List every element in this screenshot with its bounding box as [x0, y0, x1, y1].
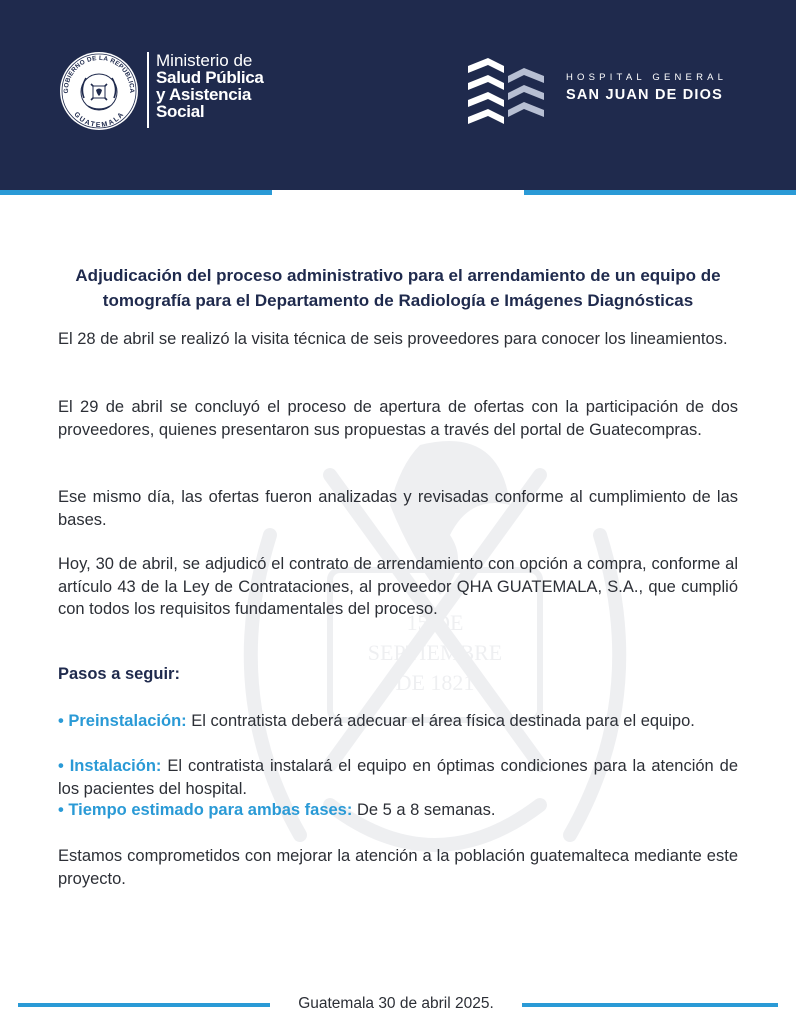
bullet-icon: • — [58, 801, 64, 819]
seal-ring-text-bottom: GUATEMALA — [72, 111, 126, 130]
paragraph-4: Hoy, 30 de abril, se adjudicó el contrato de arrendamiento con opción a compra, conforme al artículo 43 de la Ley de Contrataciones, al proveedor QHA GUATEMALA, S.A., que cumplió con todos los requisitos fundamentales del proceso. — [58, 555, 738, 618]
header-accent-left — [0, 190, 272, 195]
steps-heading: Pasos a seguir: — [58, 665, 180, 683]
paragraph-3: Ese mismo día, las ofertas fueron analizadas y revisadas conforme al cumplimiento de las bases. — [58, 488, 738, 529]
page-header — [0, 0, 796, 190]
paragraph-2: El 29 de abril se concluyó el proceso de apertura de ofertas con la participación de dos proveedores, quienes presentaron sus propuestas a través del portal de Guatecompras. — [58, 398, 738, 439]
ministry-line-3: y Asistencia — [156, 85, 251, 104]
step-item — [58, 710, 738, 733]
step-text: El contratista deberá adecuar el área física destinada para el equipo. — [191, 712, 695, 730]
hospital-name-line-2: SAN JUAN DE DIOS — [566, 87, 723, 103]
step-label: Tiempo estimado para ambas fases: — [68, 801, 353, 819]
bullet-icon: • — [58, 757, 64, 775]
closing-paragraph: Estamos comprometidos con mejorar la atención a la población guatemalteca mediante este proyecto. — [58, 847, 738, 888]
paragraph-1: El 28 de abril se realizó la visita técnica de seis proveedores para conocer los lineamientos. — [58, 330, 728, 348]
footer-date: Guatemala 30 de abril 2025. — [298, 995, 494, 1012]
ministry-line-4: Social — [156, 102, 205, 121]
chevron-stack-logo-icon — [466, 56, 546, 128]
watermark-text-line-2: SEPTIEMBRE — [367, 640, 503, 665]
ministry-line-2: Salud Pública — [156, 68, 264, 87]
step-item — [58, 799, 738, 822]
hospital-name — [566, 72, 727, 103]
header-accent-right — [524, 190, 796, 195]
step-label: Preinstalación: — [68, 712, 187, 730]
hospital-name-line-1: HOSPITAL GENERAL — [566, 72, 728, 83]
seal-ring-text-top: GOBIERNO DE LA REPÚBLICA — [62, 54, 136, 94]
footer-rule-left — [18, 1003, 270, 1007]
bullet-icon: • — [58, 712, 64, 730]
step-item — [58, 755, 738, 801]
document-title: Adjudicación del proceso administrativo para el arrendamiento de un equipo de tomografía para el Departamento de Radiología e Imágenes Diagnósticas — [75, 266, 721, 310]
watermark-text-line-1: 15 DE — [406, 610, 464, 635]
step-text: El contratista instalará el equipo en óptimas condiciones para la atención de los pacientes del hospital. — [58, 757, 738, 798]
coat-of-arms-icon — [58, 50, 140, 132]
ministry-name — [156, 52, 264, 120]
header-divider — [147, 52, 149, 128]
footer-rule-right — [522, 1003, 778, 1007]
ministry-line-1: Ministerio de — [156, 51, 253, 70]
watermark-text-line-3: DE 1821 — [395, 670, 475, 695]
step-text: De 5 a 8 semanas. — [356, 801, 496, 819]
coat-of-arms-watermark-icon — [210, 365, 660, 925]
step-label: Instalación: — [69, 757, 162, 775]
